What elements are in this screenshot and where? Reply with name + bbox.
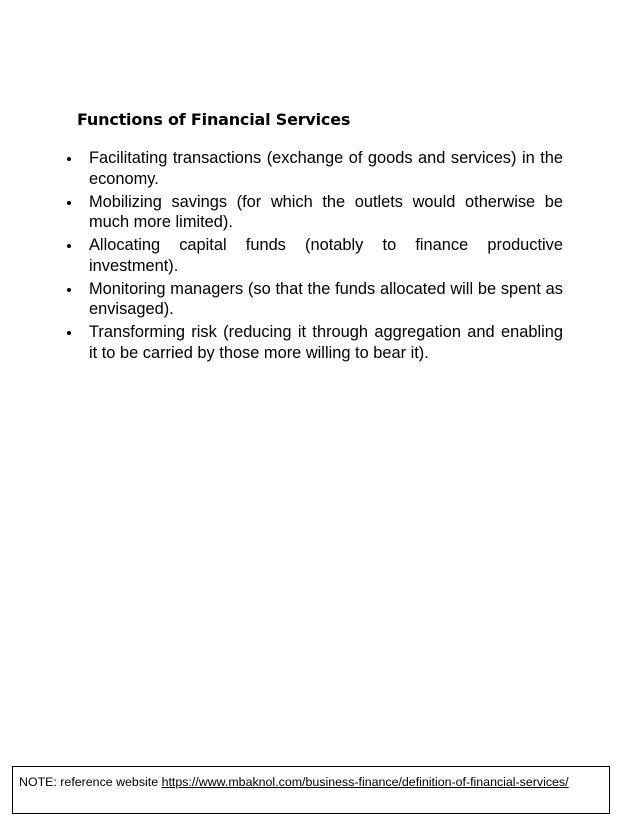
list-item-text: Transforming risk (reducing it through aggregation and enabling it to be carried by those more willing to bear it). xyxy=(89,323,563,362)
bullet-icon xyxy=(67,331,71,335)
bullet-icon xyxy=(67,244,71,248)
list-item xyxy=(65,279,563,320)
list-item xyxy=(65,235,563,276)
list-item xyxy=(65,322,563,363)
list-item-text: Allocating capital funds (notably to finance productive investment). xyxy=(89,236,563,275)
bullet-icon xyxy=(67,288,71,292)
note-prefix: NOTE: reference website xyxy=(19,775,159,789)
list-item-text: Mobilizing savings (for which the outlets would otherwise be much more limited). xyxy=(89,192,563,231)
reference-note xyxy=(12,766,610,814)
bullet-icon xyxy=(67,157,71,161)
functions-list xyxy=(65,148,563,366)
section-heading: Functions of Financial Services xyxy=(77,110,351,129)
list-item-text: Monitoring managers (so that the funds allocated will be spent as envisaged). xyxy=(89,279,563,318)
list-item xyxy=(65,192,563,233)
bullet-icon xyxy=(67,201,71,205)
reference-link[interactable]: https://www.mbaknol.com/business-finance/definition-of-financial-services/ xyxy=(161,775,569,789)
list-item-text: Facilitating transactions (exchange of goods and services) in the economy. xyxy=(89,149,563,188)
list-item xyxy=(65,148,563,189)
